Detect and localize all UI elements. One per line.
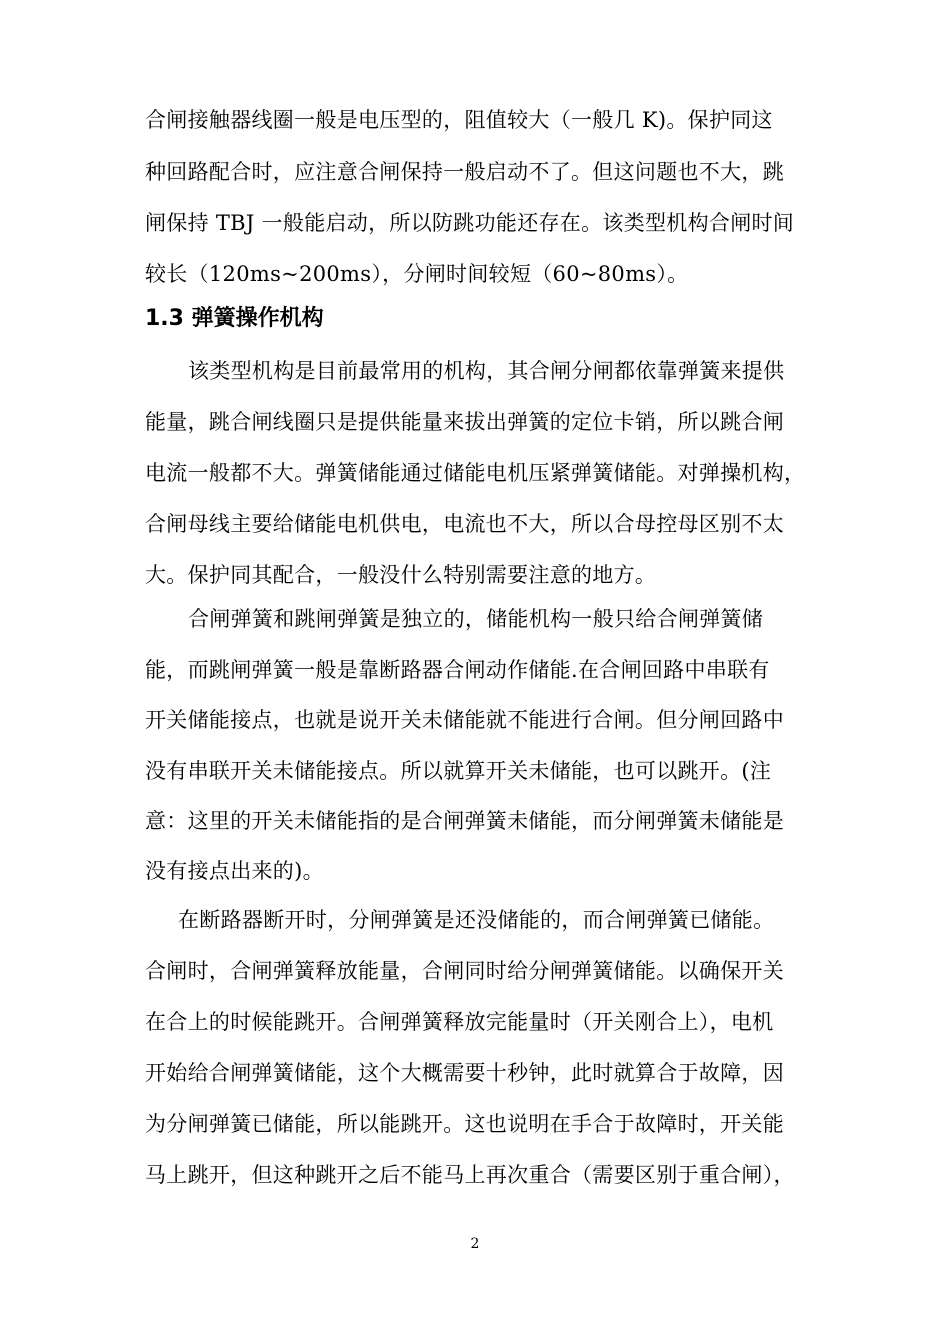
page-number: 2 <box>470 1236 480 1252</box>
text-line: 较长（120ms~200ms），分闸时间较短（60~80ms）。 <box>145 262 689 286</box>
text-line: 大。保护同其配合，一般没什么特别需要注意的地方。 <box>145 563 657 587</box>
text-line: 为分闸弹簧已储能，所以能跳开。这也说明在手合于故障时，开关能 <box>145 1112 784 1136</box>
text-line: 能量，跳合闸线圈只是提供能量来拔出弹簧的定位卡销，所以跳合闸 <box>145 410 784 434</box>
section-heading: 1.3 弹簧操作机构 <box>145 306 324 331</box>
text-line: 开始给合闸弹簧储能，这个大概需要十秒钟，此时就算合于故障，因 <box>145 1061 784 1085</box>
text-line: 马上跳开，但这种跳开之后不能马上再次重合（需要区别于重合闸）， <box>145 1163 795 1187</box>
text-line: 合闸接触器线圈一般是电压型的，阻值较大（一般几 K)。保护同这 <box>145 108 773 132</box>
text-line: 合闸时，合闸弹簧释放能量，合闸同时给分闸弹簧储能。以确保开关 <box>145 959 784 983</box>
text-line: 合闸弹簧和跳闸弹簧是独立的，储能机构一般只给合闸弹簧储 <box>188 607 764 631</box>
text-line: 能，而跳闸弹簧一般是靠断路器合闸动作储能.在合闸回路中串联有 <box>145 658 770 682</box>
text-line: 合闸母线主要给储能电机供电，电流也不大，所以合母控母区别不太 <box>145 512 784 536</box>
text-line: 该类型机构是目前最常用的机构，其合闸分闸都依靠弹簧来提供 <box>188 359 785 383</box>
text-line: 种回路配合时，应注意合闸保持一般启动不了。但这问题也不大，跳 <box>145 160 784 184</box>
text-line: 在合上的时候能跳开。合闸弹簧释放完能量时（开关刚合上），电机 <box>145 1010 774 1034</box>
text-line: 开关储能接点，也就是说开关未储能就不能进行合闸。但分闸回路中 <box>145 708 784 732</box>
text-line: 没有串联开关未储能接点。所以就算开关未储能，也可以跳开。(注 <box>145 759 772 783</box>
text-line: 闸保持 TBJ 一般能启动，所以防跳功能还存在。该类型机构合闸时间 <box>145 211 795 235</box>
text-line: 没有接点出来的)。 <box>145 859 324 883</box>
text-line: 电流一般都不大。弹簧储能通过储能电机压紧弹簧储能。对弹操机构， <box>145 461 806 485</box>
text-line: 在断路器断开时，分闸弹簧是还没储能的，而合闸弹簧已储能。 <box>178 908 775 932</box>
text-line: 意：这里的开关未储能指的是合闸弹簧未储能，而分闸弹簧未储能是 <box>145 809 784 833</box>
